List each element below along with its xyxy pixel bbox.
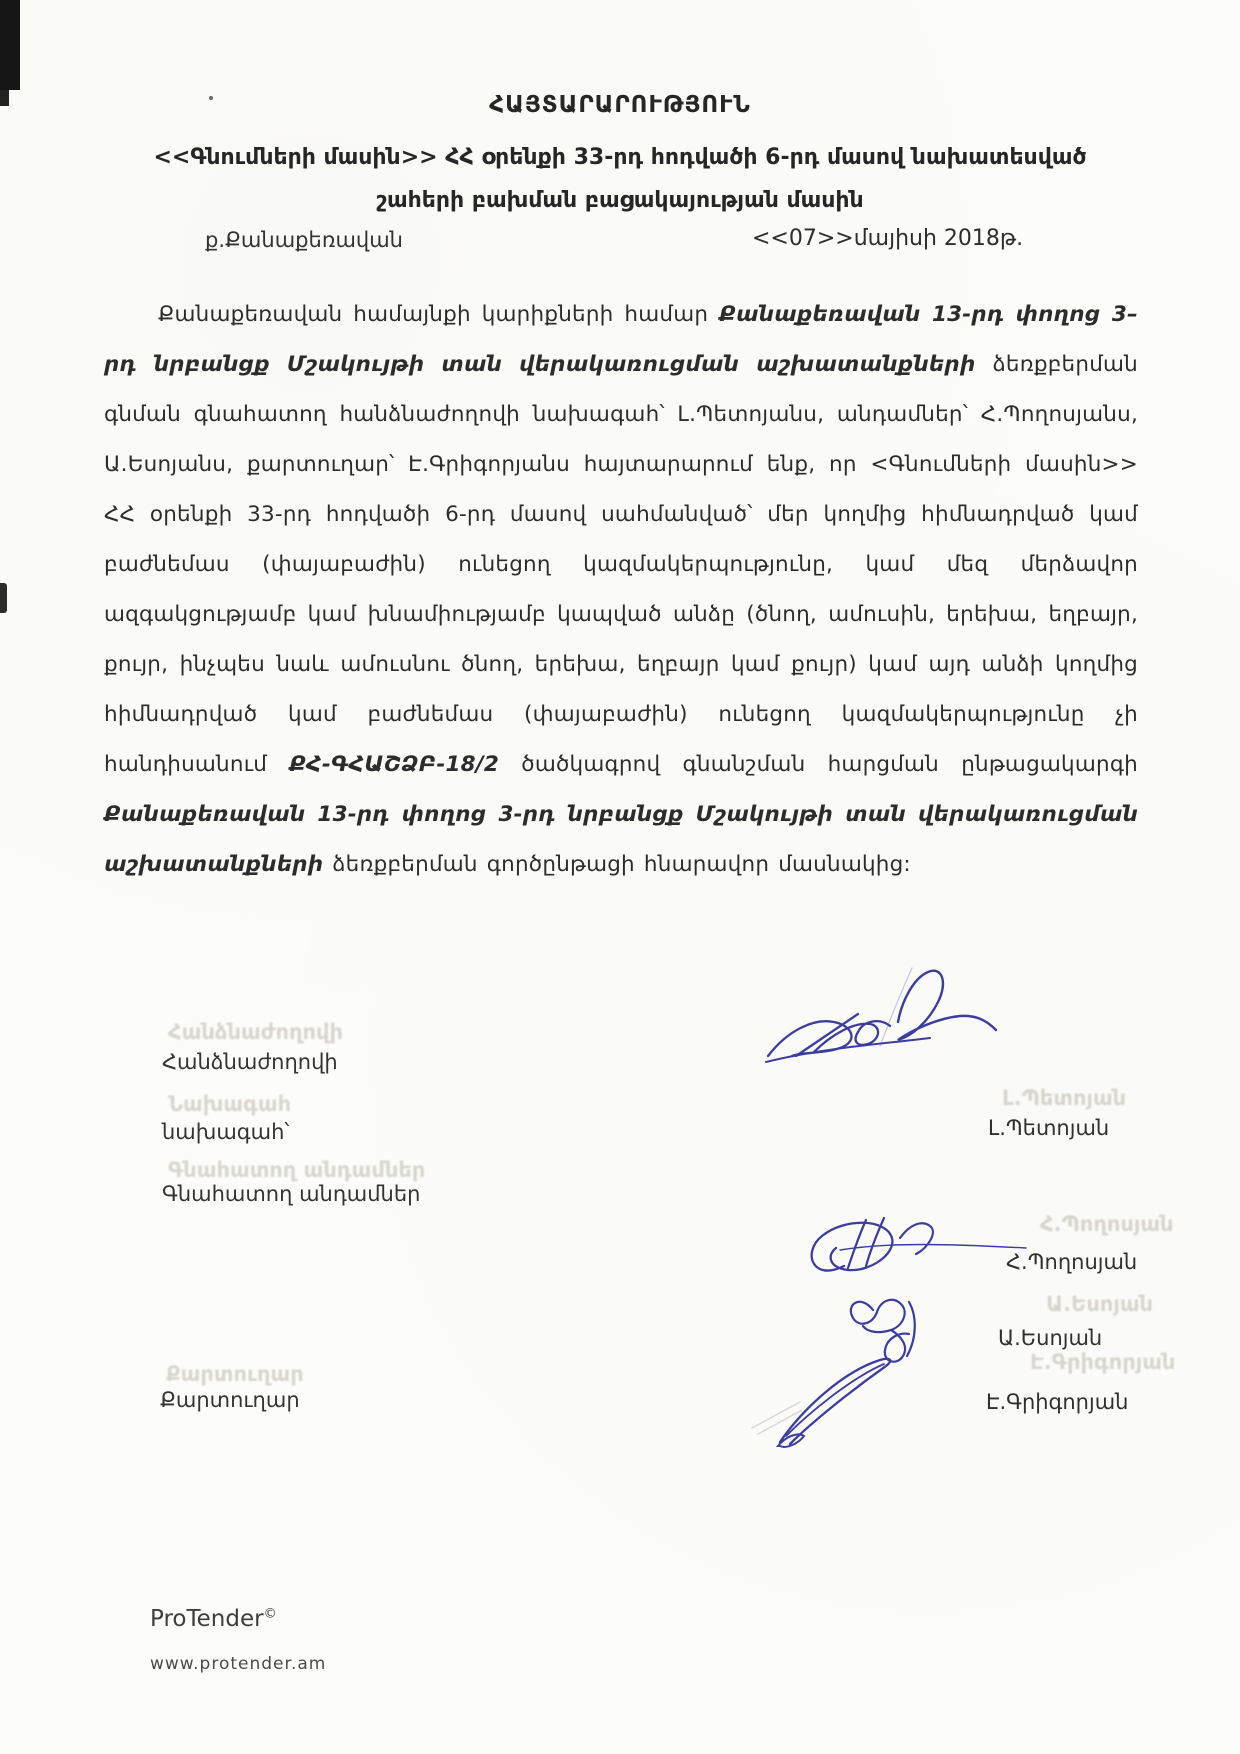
bleedthrough-name-2: Հ.Պողոսյան <box>1040 1212 1174 1236</box>
label-chairman: նախագահ՝ <box>162 1120 290 1144</box>
label-secretary: Քարտուղար <box>160 1388 300 1412</box>
footer-brand-text: ProTender <box>150 1606 264 1632</box>
bleedthrough-chairman: Նախագահ <box>168 1092 292 1116</box>
subtitle-line-2: շահերի բախման բացակայության մասին <box>376 188 864 213</box>
signer-name-yesoyan: Ա.Եսոյան <box>998 1326 1103 1350</box>
scan-left-edge-mark <box>0 583 7 613</box>
paragraph-segment: ծածկագրով գնանշման հարցման ընթացակարգի <box>499 752 1139 777</box>
scan-edge-artifact <box>0 0 20 90</box>
bleedthrough-secretary: Քարտուղար <box>166 1362 304 1386</box>
signer-name-grigoryan: Է.Գրիգորյան <box>986 1390 1129 1414</box>
label-committee: Հանձնաժողովի <box>162 1050 338 1074</box>
bleedthrough-evaluating-members: Գնահատող անդամներ <box>168 1158 426 1182</box>
label-evaluating-members: Գնահատող անդամներ <box>162 1182 421 1206</box>
signature-l-petoyan-icon <box>762 960 1002 1070</box>
signature-e-grigoryan-icon <box>772 1350 904 1450</box>
declaration-paragraph <box>104 290 1138 890</box>
paragraph-segment: Քանաքեռավան 13-րդ փողոց 3–րդ նրբանցք Մշակույթի տան վերակառուցման աշխատանքների <box>104 302 1139 377</box>
place-label: ք.Քանաքեռավան <box>205 228 403 252</box>
bleedthrough-name-1: Լ.Պետոյան <box>1002 1086 1127 1110</box>
paragraph-segment: ՔՀ-ԳՀԱՇՁԲ-18/2 <box>289 752 500 777</box>
paragraph-segment: ձեռքբերման գնման գնահատող հանձնաժողովի նախագահ՝ Լ.Պետոյանս, անդամներ՝ Հ.Պողոսյանս, Ա.Եսոյանս, քարտուղար՝ Է.Գրիգորյանս հայտարարում ենք, որ <Գնումների մասին>> ՀՀ օրենքի 33-րդ հոդվածի 6-րդ մասով սահմանված՝ մեր կողմից հիմնադրված կամ բաժնեմաս (փայաբաժին) ունեցող կազմակերպությունը, կամ մեզ մերձավոր ազգակցությամբ կամ խնամիությամբ կապված անձը (ծնող, ամուսին, երեխա, եղբայր, քույր, ինչպես նաև ամուսնու ծնող, երեխա, եղբայր կամ քույր) կամ այդ անձի կողմից հիմնադրված կամ բաժնեմաս (փայաբաժին) ունեցող կազմակերպությունը չի հանդիսանում <box>104 352 1138 777</box>
bleedthrough-name-4: Է.Գրիգորյան <box>1030 1350 1176 1374</box>
copyright-icon: © <box>263 1606 277 1622</box>
paragraph-segment: ձեռքբերման գործընթացի հնարավոր մասնակից: <box>323 852 911 877</box>
footer-brand <box>150 1606 277 1632</box>
paragraph-segment: Քանաքեռավան 13-րդ փողոց 3-րդ նրբանցք Մշակույթի տան վերակառուցման աշխատանքների <box>104 802 1138 877</box>
paragraph-segment: Քանաքեռավան համայնքի կարիքների համար <box>158 302 720 327</box>
footer-url: www.protender.am <box>150 1654 327 1674</box>
signer-name-poghosyan: Հ.Պողոսյան <box>1006 1250 1138 1274</box>
bleedthrough-name-3: Ա.Եսոյան <box>1046 1292 1154 1316</box>
subtitle-line-1: <<Գնումների մասին>> ՀՀ օրենքի 33-րդ հոդվածի 6-րդ մասով նախատեսված <box>153 145 1087 170</box>
document-title: ՀԱՅՏԱՐԱՐՈՒԹՅՈՒՆ <box>489 92 751 118</box>
document-subtitle <box>70 136 1170 222</box>
signer-name-petoyan: Լ.Պետոյան <box>988 1116 1110 1140</box>
bleedthrough-committee: Հանձնաժողովի <box>168 1020 343 1044</box>
date-label: <<07>>մայիսի 2018թ. <box>752 226 1024 251</box>
signature-h-poghosyan-icon <box>800 1208 1040 1300</box>
